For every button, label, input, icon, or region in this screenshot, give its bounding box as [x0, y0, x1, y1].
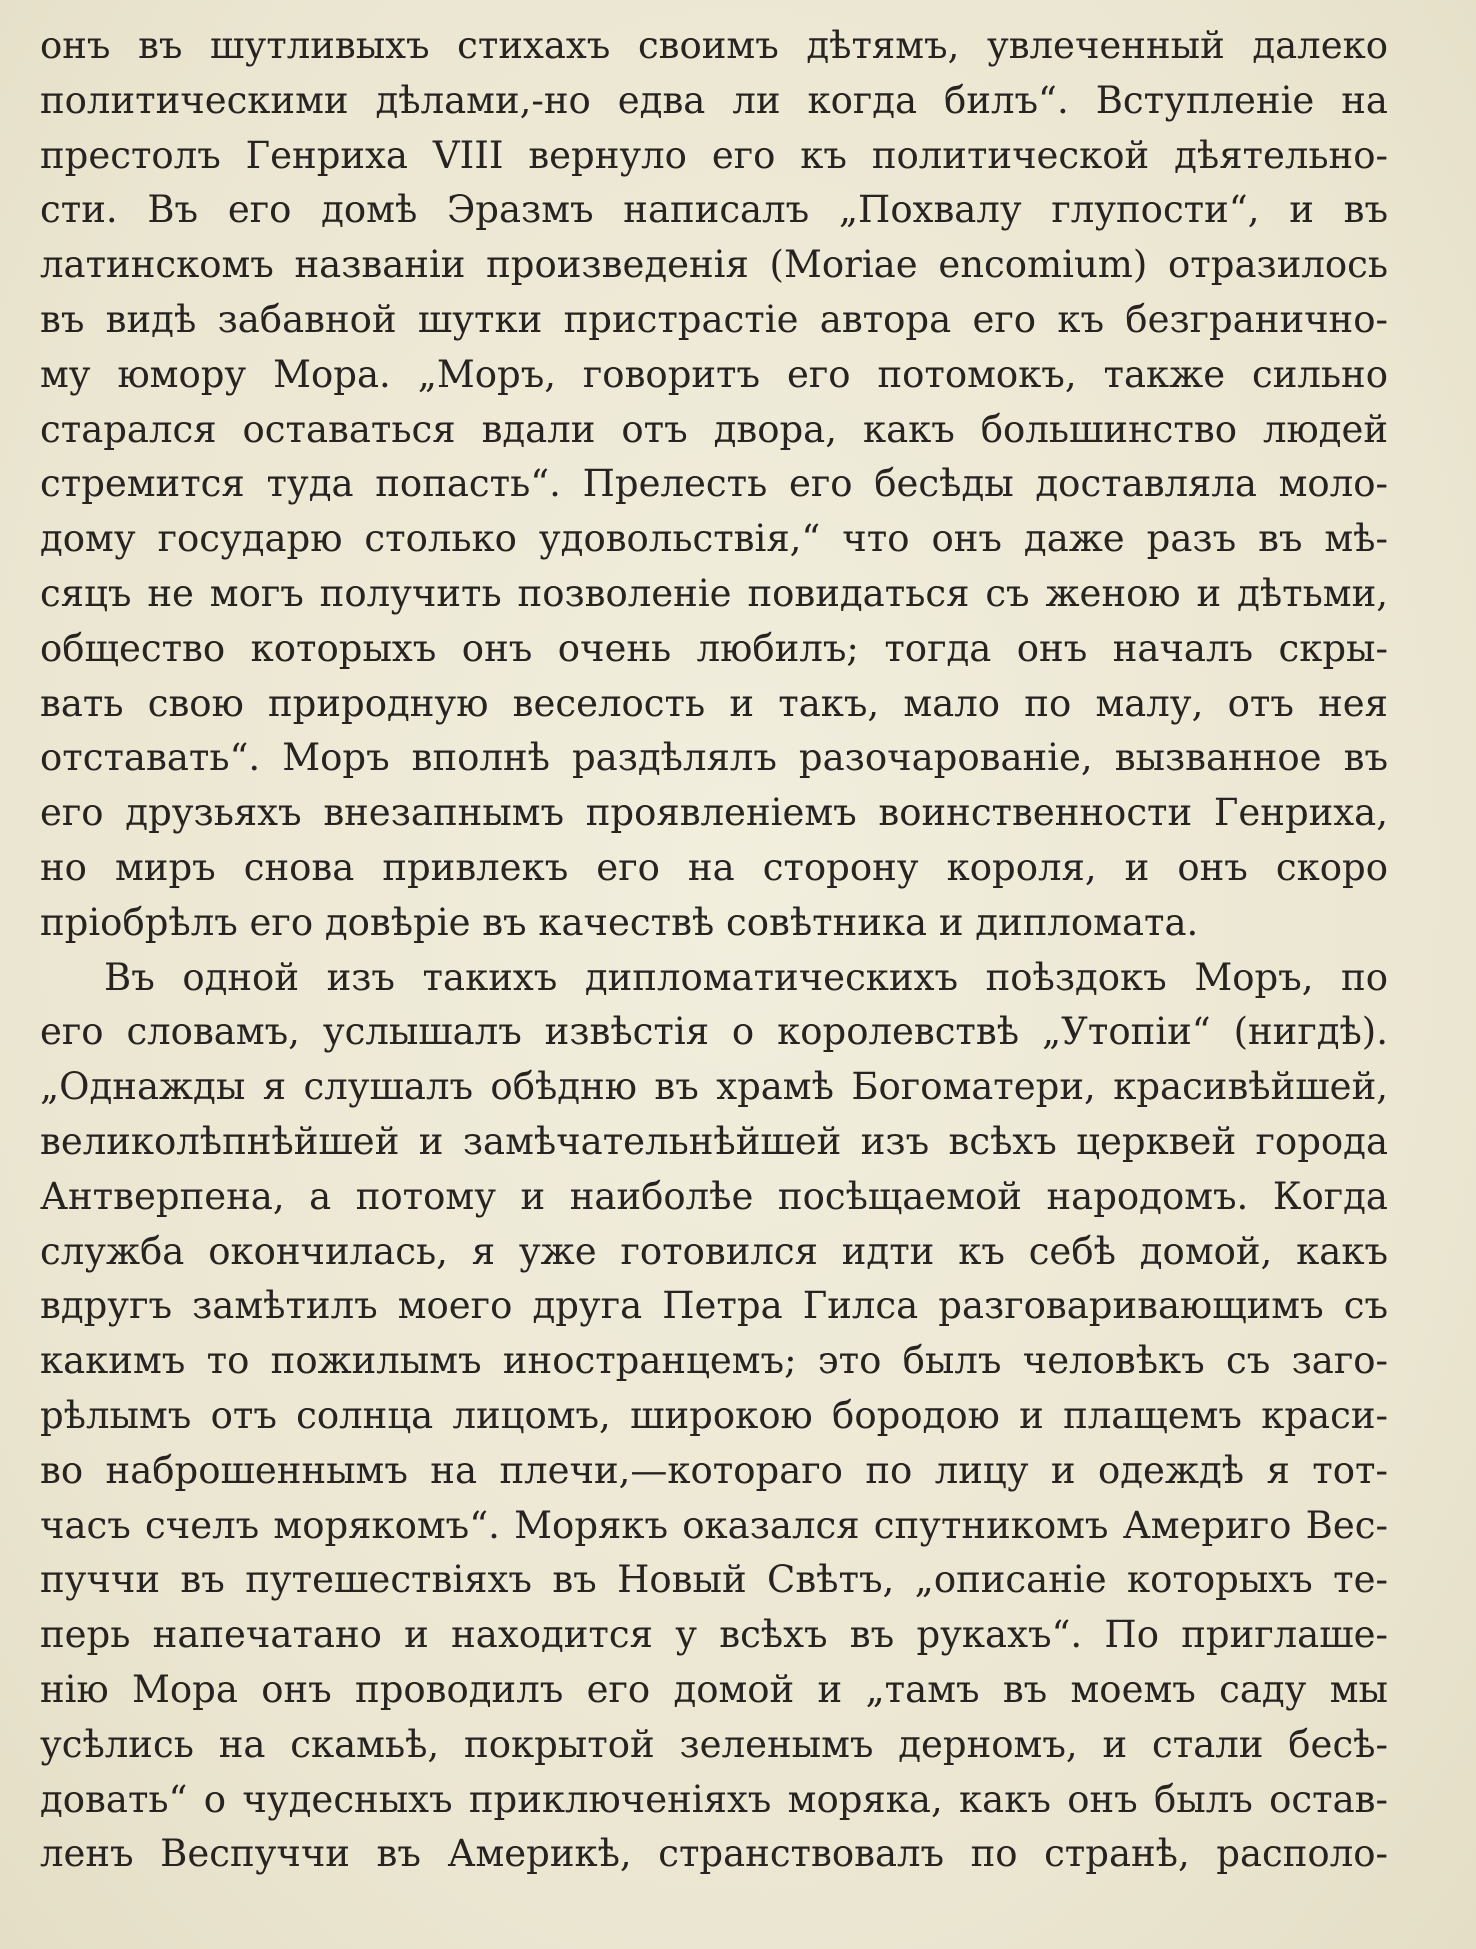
paragraph-start-line: Въ одной изъ такихъ дипломатическихъ поѣздокъ Моръ, по	[104, 955, 1388, 999]
text-line: усѣлись на скамьѣ, покрытой зеленымъ дерномъ, и стали бесѣ-	[40, 1722, 1388, 1766]
text-line: стремится туда попасть“. Прелесть его бесѣды доставляла моло-	[40, 462, 1388, 506]
text-line: его друзьяхъ внезапнымъ проявленіемъ воинственности Генриха,	[40, 791, 1388, 835]
text-line: му юмору Мора. „Моръ, говоритъ его потомокъ, также сильно	[40, 352, 1388, 396]
text-line: сяцъ не могъ получить позволеніе повидаться съ женою и дѣтьми,	[40, 571, 1388, 615]
text-line: въ видѣ забавной шутки пристрастіе автора его къ безгранично-	[40, 297, 1388, 341]
text-line: общество которыхъ онъ очень любилъ; тогда онъ началъ скры-	[40, 626, 1388, 670]
text-line: латинскомъ названіи произведенія (Moriae encomium) отразилось	[40, 243, 1388, 287]
text-line: какимъ то пожилымъ иностранцемъ; это былъ человѣкъ съ заго-	[40, 1339, 1388, 1383]
text-line: нію Мора онъ проводилъ его домой и „тамъ въ моемъ саду мы	[40, 1667, 1388, 1711]
paragraph-end-line: пріобрѣлъ его довѣріе въ качествѣ совѣтника и дипломата.	[40, 900, 1199, 944]
text-line: вдругъ замѣтилъ моего друга Петра Гилса разговаривающимъ съ	[40, 1284, 1388, 1328]
text-line: великолѣпнѣйшей и замѣчательнѣйшей изъ всѣхъ церквей города	[40, 1119, 1388, 1163]
text-line: перь напечатано и находится у всѣхъ въ рукахъ“. По приглаше-	[40, 1613, 1388, 1657]
text-line: довать“ о чудесныхъ приключеніяхъ моряка, какъ онъ былъ остав-	[40, 1777, 1388, 1821]
text-line: ленъ Веспуччи въ Америкѣ, странствовалъ по странѣ, располо-	[40, 1832, 1388, 1876]
text-line: рѣлымъ отъ солнца лицомъ, широкою бородою и плащемъ краси-	[40, 1393, 1388, 1437]
text-line: политическими дѣлами,-но едва ли когда билъ“. Вступленіе на	[40, 78, 1388, 122]
text-line: старался оставаться вдали отъ двора, какъ большинство людей	[40, 407, 1388, 451]
text-line: во наброшеннымъ на плечи,—котораго по лицу и одеждѣ я тот-	[40, 1448, 1388, 1492]
text-line: но миръ снова привлекъ его на сторону короля, и онъ скоро	[40, 845, 1388, 889]
text-line: онъ въ шутливыхъ стихахъ своимъ дѣтямъ, увлеченный далеко	[40, 24, 1388, 67]
text-line: отставать“. Моръ вполнѣ раздѣлялъ разочарованіе, вызванное въ	[40, 736, 1388, 780]
text-line: престолъ Генриха VIII вернуло его къ политической дѣятельно-	[40, 133, 1388, 177]
text-line: вать свою природную веселость и такъ, мало по малу, отъ нея	[40, 681, 1388, 725]
text-line: дому государю столько удовольствія,“ что онъ даже разъ въ мѣ-	[40, 517, 1388, 561]
text-line: Антверпена, а потому и наиболѣе посѣщаемой народомъ. Когда	[40, 1174, 1388, 1218]
text-line: служба окончилась, я уже готовился идти къ себѣ домой, какъ	[40, 1229, 1388, 1273]
body-text	[40, 19, 1388, 1882]
text-line: сти. Въ его домѣ Эразмъ написалъ „Похвалу глупости“, и въ	[40, 188, 1388, 232]
text-line: „Однажды я слушалъ обѣдню въ храмѣ Богоматери, красивѣйшей,	[40, 1065, 1388, 1109]
text-line: часъ счелъ морякомъ“. Морякъ оказался спутникомъ Америго Вес-	[40, 1503, 1388, 1547]
text-line: пуччи въ путешествіяхъ въ Новый Свѣтъ, „описаніе которыхъ те-	[40, 1558, 1388, 1602]
text-line: его словамъ, услышалъ извѣстія о королевствѣ „Утопіи“ (нигдѣ).	[40, 1010, 1388, 1054]
